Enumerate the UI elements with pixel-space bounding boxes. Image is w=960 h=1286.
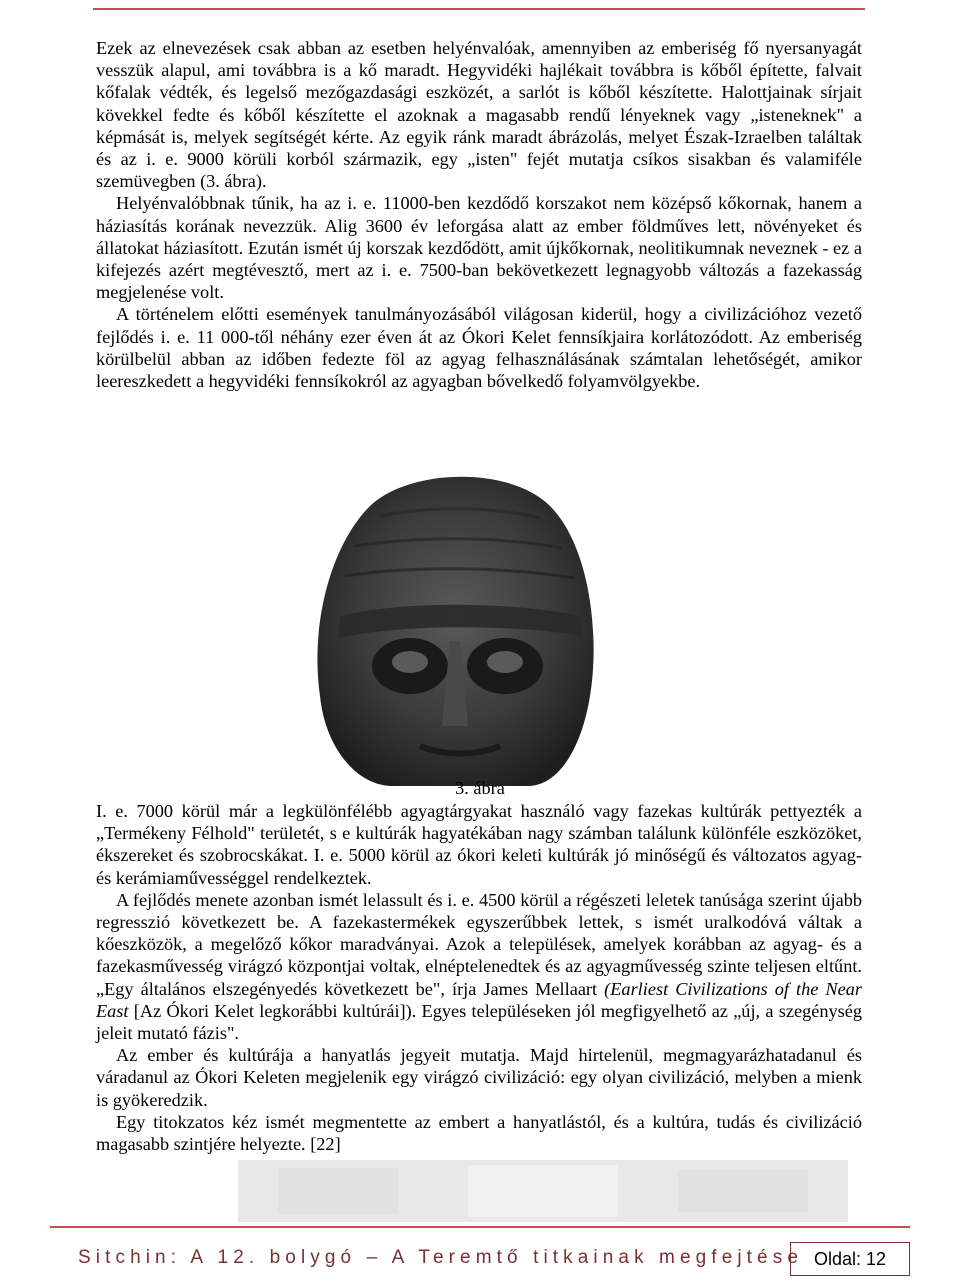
stone-head-figure [300, 466, 610, 788]
page-number: Oldal: 12 [790, 1242, 910, 1276]
paragraph: Helyénvalóbbnak tűnik, ha az i. e. 11000-ben kezdődő korszakot nem középső kőkornak, hanem a háziasítás korának nevezzük. Alig 3600 év leforgása alatt az ember földműves lett, növényeket és állatokat háziasított. Ezután ismét új korszak kezdődött, amit újkőkornak, neolitikumnak neveznek - ez a kifejezés azért megtévesztő, mert az i. e. 7500-ban bekövetkezett legnagyobb változás a fazekasság megjelenése volt. [96, 193, 862, 303]
body-text-top [96, 37, 862, 392]
paragraph-text: A fejlődés menete azonban ismét lelassult és i. e. 4500 körül a régészeti leletek tanúsága szerint újabb regresszió következett be. A fazekastermékek egyszerűbbek lettek, s ismét uralkodóvá váltak a kőeszközök, a megelőző kőkor maradványai. Azok a települések, amelyek korábban az agyag- és a fazekasművesség virágzó központjai voltak, elnéptelenedtek és az agyagművesség szinte teljesen eltűnt. „Egy általános elszegényedés következett be", írja James Mellaart [96, 889, 862, 999]
footer-title: Sitchin: A 12. bolygó – A Teremtő titkainak megfejtése [78, 1247, 803, 1268]
paragraph-text: [Az Ókori Kelet legkorábbi kultúrái]). Egyes településeken jól megfigyelhető az „új, a szegénység jeleit mutató fázis". [96, 1000, 862, 1044]
book-title: (Earliest Civilizations of the Near East [96, 978, 862, 1021]
header-rule [93, 8, 865, 10]
body-text-bottom [96, 800, 862, 1155]
paragraph: Ezek az elnevezések csak abban az esetben helyénvalóak, amennyiben az emberiség fő nyersanyagát vesszük alapul, ami továbbra is a kő maradt. Hegyvidéki hajlékait továbbra is kőből építette, falvait kőfalak védték, és legelső mezőgazdasági eszközét, a sarlót is kőből készítette. Halottjainak sírjait kövekkel fedte és kőből készítette el azoknak a magasabb rendű lényeknek vagy „isteneknek" a képmását is, melyek segítségét kérte. Az egyik ránk maradt ábrázolás, melyet Észak-Izraelben találtak és az i. e. 9000 körüli korból származik, egy „isten" fejét mutatja csíkos sisakban és valamiféle szemüvegben (3. ábra). [96, 38, 862, 192]
paragraph: I. e. 7000 körül már a legkülönfélébb agyagtárgyakat használó vagy fazekas kultúrák pettyezték a „Termékeny Félhold" területét, s e kultúrák hagyatékában nagy számban találunk különféle eszközöket, ékszereket és szobrocskákat. I. e. 5000 körül az ókori keleti kultúrák jó minőségű és változatos agyag- és kerámiaművességgel rendelkeztek. [96, 801, 862, 888]
footer-rule [50, 1226, 910, 1228]
paragraph: Egy titokzatos kéz ismét megmentette az embert a hanyatlástól, és a kultúra, tudás és civilizáció magasabb szintjére helyezte. [22] [96, 1111, 862, 1155]
page-footer [50, 1242, 910, 1280]
figure-caption: 3. ábra [455, 778, 505, 798]
paragraph: Az ember és kultúrája a hanyatlás jegyeit mutatja. Majd hirtelenül, megmagyarázhatadanul és váradanul az Ókori Keleten megjelenik egy virágzó civilizáció: egy olyan civilizáció, melyben a mienk is gyökeredzik. [96, 1045, 862, 1110]
paragraph: A történelem előtti események tanulmányozásából világosan kiderül, hogy a civilizációhoz vezető fejlődés i. e. 11 000-től néhány ezer éven át az Ókori Kelet fennsíkjaira korlátozódott. Az emberiség körülbelül abban az időben fedezte föl az agyag felhasználásának számtalan lehetőségét, amikor leereszkedett a hegyvidéki fennsíkokról az agyagban bővelkedő folyamvölgyekbe. [96, 304, 862, 392]
paragraph [96, 889, 862, 1044]
watermark-image [238, 1160, 848, 1222]
